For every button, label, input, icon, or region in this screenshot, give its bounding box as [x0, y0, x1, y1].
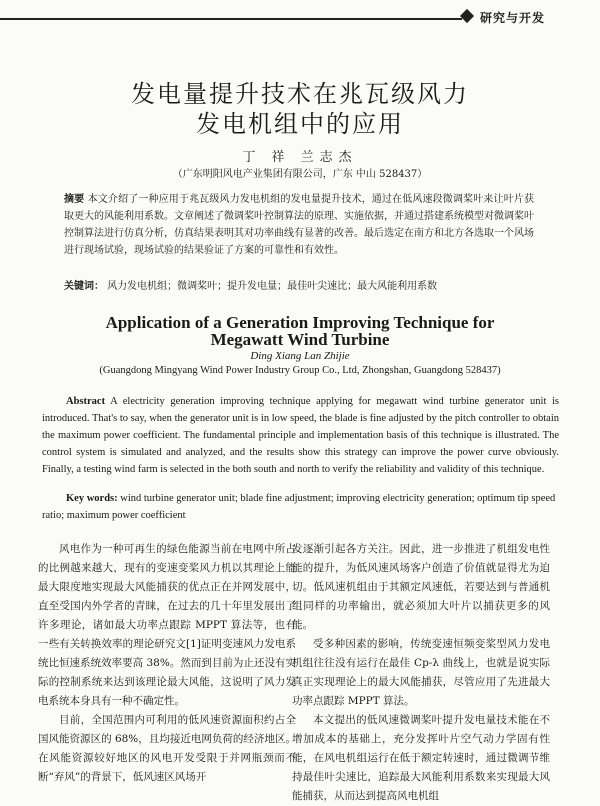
body-column-left [38, 540, 296, 787]
title-cn-line2: 发电机组中的应用 [196, 110, 404, 138]
keywords-cn-text: 风力发电机组；微调桨叶；提升发电量；最佳叶尖速比；最大风能利用系数 [107, 281, 438, 292]
title-en-line2: Megawatt Wind Turbine [210, 330, 390, 349]
body-column-right [292, 540, 550, 806]
keywords-cn [64, 277, 534, 292]
body-paragraph: 本文提出的低风速微调桨叶提升发电量技术能在不增加成本的基础上，充分发挥叶片空气动力学固有性能，在风电机组运行在低于额定转速时，通过微调节维持最佳叶尖速比，追踪最大风能利用系数来实现最大风能捕获，从而达到提高风电机组 [292, 714, 550, 802]
affiliation-cn: （广东明阳风电产业集团有限公司，广东 中山 528437） [172, 169, 428, 180]
header-rule [0, 18, 462, 20]
keywords-cn-label: 关键词： [64, 281, 104, 292]
body-paragraph: 受多种因素的影响，传统变速恒频变桨型风力发电机组往往没有运行在最佳 Cp-λ 曲线上，也就是说实际真正实现理论上的最大风能捕获，尽管应用了先进最大功率点跟踪 MPPT 算法。 [292, 638, 550, 707]
affiliation-en: (Guangdong Mingyang Wind Power Industry Group Co., Ltd, Zhongshan, Guangdong 528437) [99, 365, 501, 376]
title-cn-line1: 发电量提升技术在兆瓦级风力 [131, 80, 469, 108]
keywords-en-label: Key words: [66, 493, 118, 504]
body-paragraph: 发逐渐引起各方关注。因此，进一步推进了机组发电性能的提升，为低风速风场客户创造了价值就显得尤为迫切。低风速机组由于其额定风速低，若要达到与普通机组同样的功率输出，就必须加大叶片以捕获更多的风能。 [292, 543, 550, 631]
authors-cn: 丁 祥 兰志杰 [242, 150, 358, 165]
keywords-en-text: wind turbine generator unit; blade fine adjustment; improving electricity generation; optimum tip speed ratio; maximum power coefficient [42, 493, 556, 521]
abstract-cn [64, 191, 534, 259]
body-paragraph: 目前，全国范围内可利用的低风速资源面积约占全国风能资源区的 68%，且均接近电网负荷的经济地区。在风能资源较好地区的风电开发受限于并网瓶颈而不断“弃风”的背景下，低风速区风场开 [38, 714, 296, 783]
abstract-en-text: A electricity generation improving technique applying for megawatt wind turbine generator unit is introduced. That's to say, when the generator unit is in low speed, the blade is fine adjusted by the pitch controller to obtain the maximum power coefficient. The fundamental principle and implementation basis of this technique is illustrated. The control system is simulated and analyzed, and the results show this strategy can improve the power curve obviously. Finally, a testing wind farm is selected in the both south and north to verify the reliability and validity of this technique. [42, 396, 559, 475]
header-diamond-icon [460, 9, 474, 23]
abstract-en [42, 393, 559, 478]
abstract-cn-text: 本文介绍了一种应用于兆瓦级风力发电机组的发电量提升技术，通过在低风速段微调桨叶来让叶片获取更大的风能利用系数。文章阐述了微调桨叶控制算法的原理、实施依据，并通过搭建系统模型对微调桨叶控制算法进行仿真分析，仿真结果表明其对功率曲线有显著的改善。最后选定在南方和北方各选取一个风场进行现场试验，现场试验的结果验证了方案的可靠性和有效性。 [64, 194, 534, 256]
title-en-line1: Application of a Generation Improving Technique for [105, 313, 495, 332]
body-paragraph: 风电作为一种可再生的绿色能源当前在电网中所占的比例越来越大，现有的变速变桨风力机以其理论上能最大限度地实现最大风能捕获的优点正在并网发展中，直至受国内外学者的青睐，在过去的几十年里发展出了许多理论，诸如最大功率点跟踪 MPPT 算法等，也有一些有关转换效率的理论研究文[1]证明变速风力发电系统比恒速系统效率要高 38%。然而到目前为止还没有实际的控制系统来达到该理论最大风能，这说明了风力发电系统本身具有一种不确定性。 [38, 543, 296, 707]
abstract-cn-label: 摘要 [64, 194, 85, 205]
abstract-en-label: Abstract [66, 396, 106, 407]
authors-en: Ding Xiang Lan Zhijie [250, 350, 350, 362]
section-label: 研究与开发 [480, 11, 546, 25]
keywords-en [42, 490, 559, 524]
